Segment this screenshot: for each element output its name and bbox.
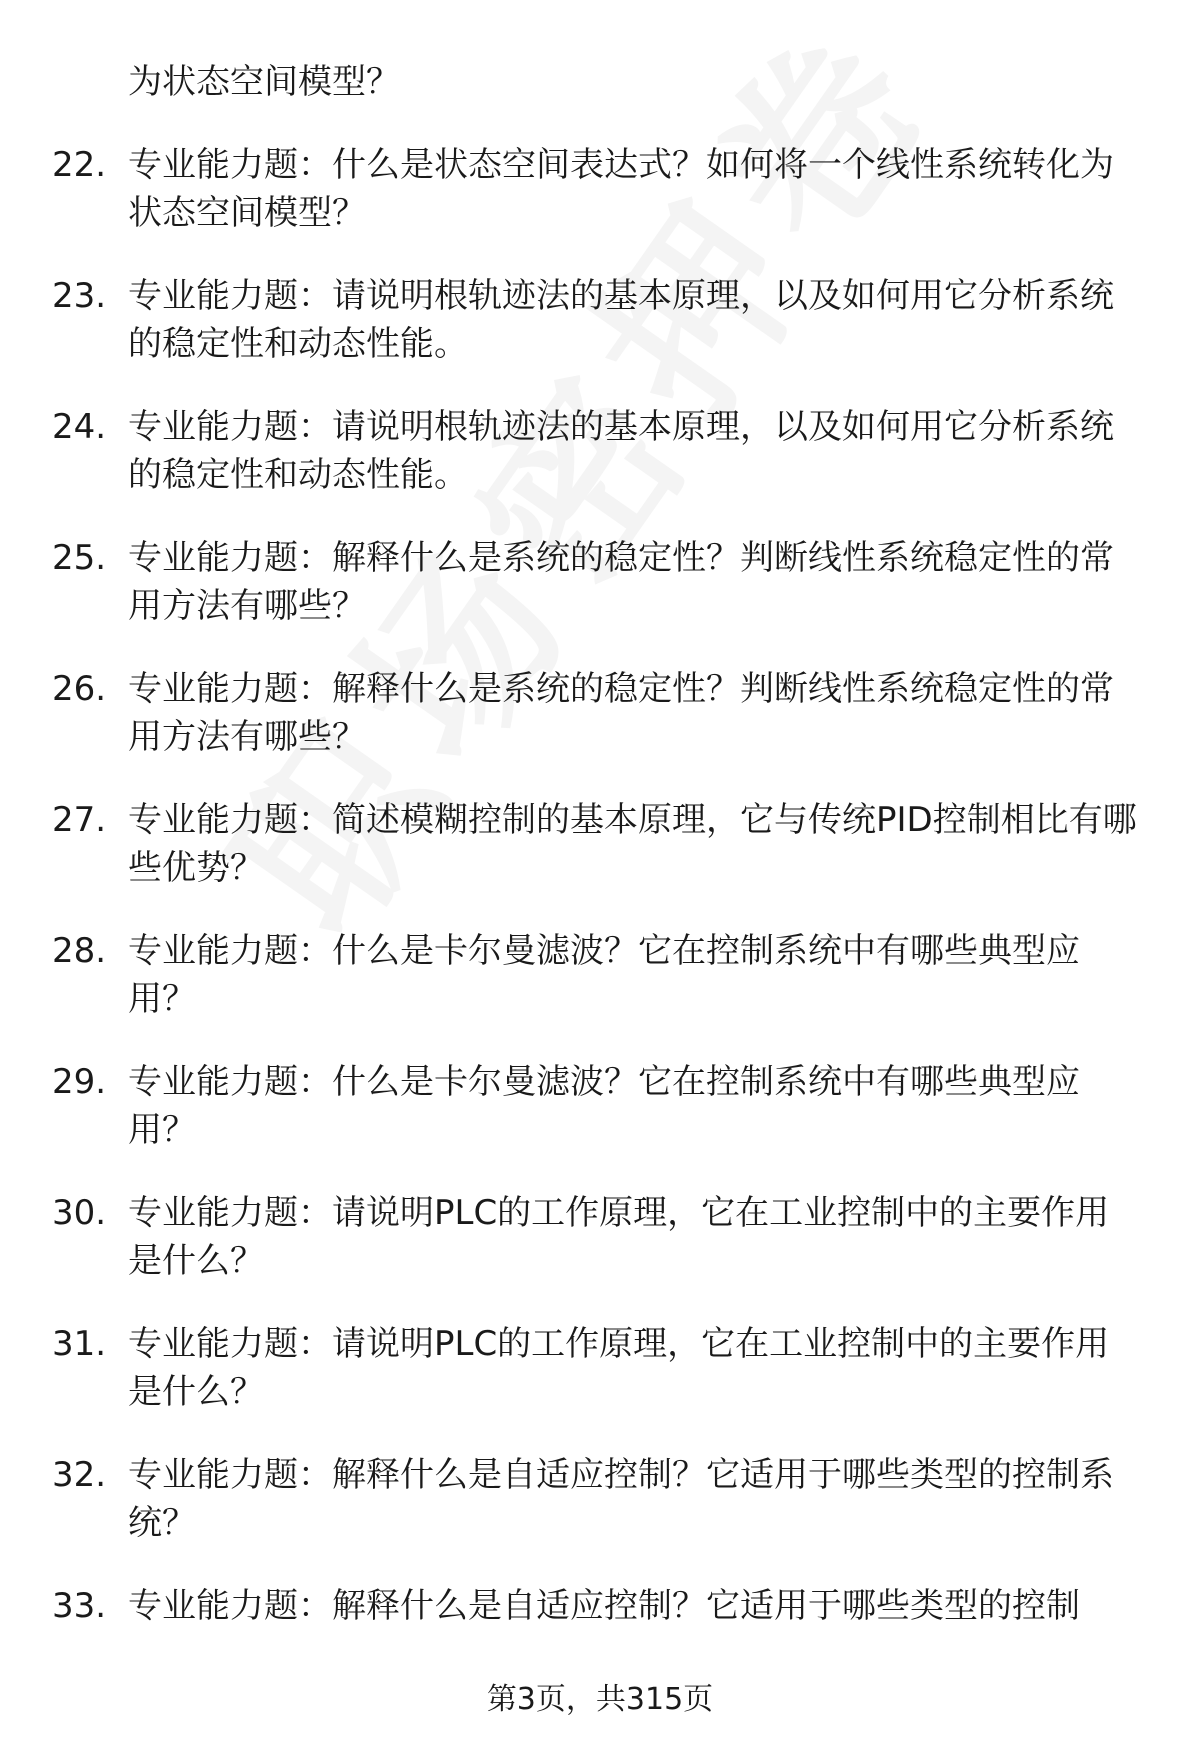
item-text: 专业能力题：什么是卡尔曼滤波？它在控制系统中有哪些典型应用？ — [128, 931, 1080, 1019]
item-text: 专业能力题：请说明根轨迹法的基本原理，以及如何用它分析系统的稳定性和动态性能。 — [128, 276, 1114, 364]
list-item — [0, 1582, 1140, 1630]
page-footer: 第3页，共315页 — [486, 1682, 714, 1717]
item-number: 24. — [52, 407, 107, 447]
item-text: 专业能力题：什么是状态空间表达式？如何将一个线性系统转化为状态空间模型？ — [128, 145, 1114, 233]
list-item — [0, 272, 1140, 368]
item-text: 专业能力题：简述模糊控制的基本原理，它与传统PID控制相比有哪些优势？ — [128, 800, 1137, 888]
item-number: 26. — [52, 669, 107, 709]
item-number: 28. — [52, 931, 107, 971]
list-item — [0, 141, 1140, 237]
list-item — [0, 1189, 1140, 1285]
list-item — [0, 1451, 1140, 1547]
item-text: 专业能力题：解释什么是自适应控制？它适用于哪些类型的控制系统？ — [128, 1455, 1114, 1543]
list-item — [0, 403, 1140, 499]
list-item — [0, 1320, 1140, 1416]
item-number: 22. — [52, 145, 107, 185]
list-item — [0, 796, 1140, 892]
item-number: 33. — [52, 1586, 107, 1626]
item-text: 专业能力题：解释什么是自适应控制？它适用于哪些类型的控制 — [128, 1586, 1080, 1626]
item-text: 专业能力题：请说明PLC的工作原理，它在工业控制中的主要作用是什么？ — [128, 1193, 1110, 1281]
item-number: 29. — [52, 1062, 107, 1102]
list-item — [0, 534, 1140, 630]
item-number: 32. — [52, 1455, 107, 1495]
list-item — [0, 1058, 1140, 1154]
item-text: 专业能力题：什么是卡尔曼滤波？它在控制系统中有哪些典型应用？ — [128, 1062, 1080, 1150]
list-item — [0, 665, 1140, 761]
item-text: 专业能力题：请说明PLC的工作原理，它在工业控制中的主要作用是什么？ — [128, 1324, 1110, 1412]
item-number: 25. — [52, 538, 107, 578]
list-item — [0, 927, 1140, 1023]
item-text: 专业能力题：请说明根轨迹法的基本原理，以及如何用它分析系统的稳定性和动态性能。 — [128, 407, 1114, 495]
continuation-text: 为状态空间模型？ — [128, 62, 400, 102]
item-number: 31. — [52, 1324, 107, 1364]
item-number: 27. — [52, 800, 107, 840]
item-number: 23. — [52, 276, 107, 316]
item-text: 专业能力题：解释什么是系统的稳定性？判断线性系统稳定性的常用方法有哪些？ — [128, 538, 1114, 626]
item-number: 30. — [52, 1193, 107, 1233]
item-text: 专业能力题：解释什么是系统的稳定性？判断线性系统稳定性的常用方法有哪些？ — [128, 669, 1114, 757]
